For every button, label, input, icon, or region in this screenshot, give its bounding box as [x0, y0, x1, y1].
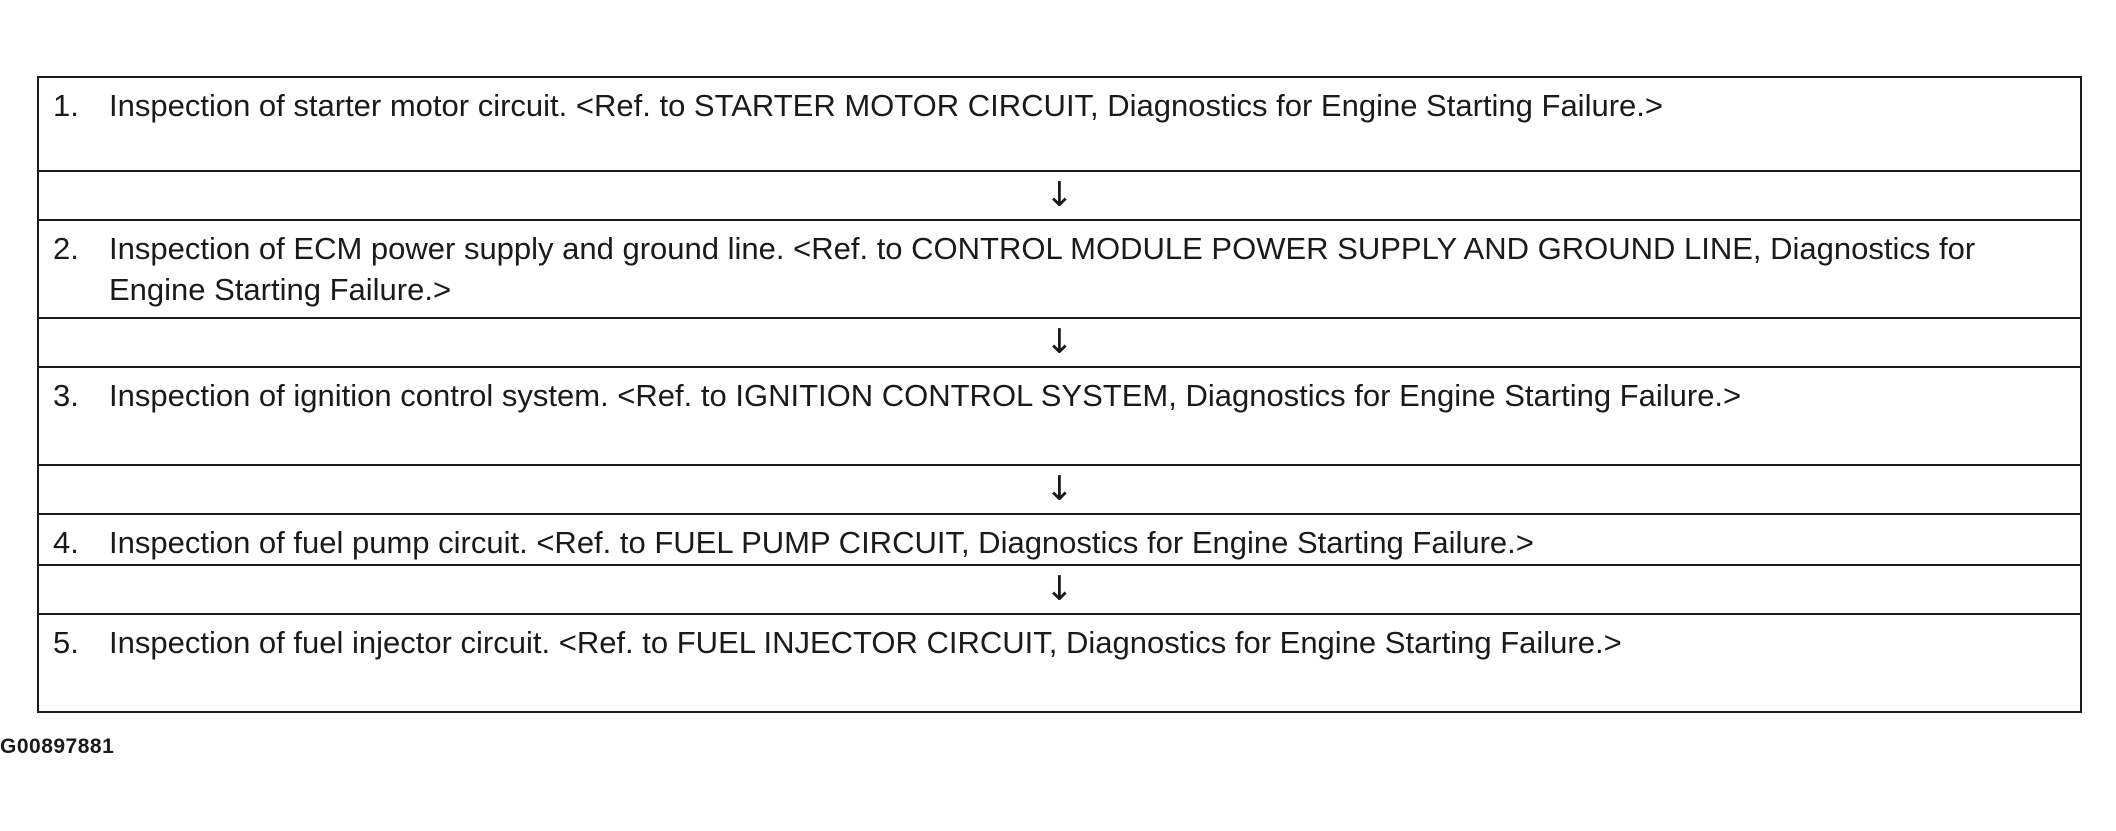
step-5	[38, 614, 2081, 712]
step-5-number: 5.	[53, 625, 79, 660]
step-row	[38, 614, 2081, 712]
arrow-row	[38, 318, 2081, 367]
down-arrow-icon: ↓	[1045, 469, 1074, 509]
step-4-number: 4.	[53, 525, 79, 560]
step-4	[38, 514, 2081, 565]
diagnostic-flow-table	[37, 76, 2082, 713]
step-3-text: Inspection of ignition control system. <Ref. to IGNITION CONTROL SYSTEM, Diagnostics for Engine Starting Failure.>	[109, 378, 1742, 413]
arrow-3	[38, 465, 2081, 514]
down-arrow-icon: ↓	[1045, 175, 1074, 215]
arrow-row	[38, 465, 2081, 514]
arrow-4	[38, 565, 2081, 614]
step-row	[38, 77, 2081, 171]
down-arrow-icon: ↓	[1045, 569, 1074, 609]
arrow-row	[38, 565, 2081, 614]
step-1-number: 1.	[53, 88, 79, 123]
step-5-text: Inspection of fuel injector circuit. <Ref. to FUEL INJECTOR CIRCUIT, Diagnostics for Engine Starting Failure.>	[109, 625, 1622, 660]
step-3-number: 3.	[53, 378, 79, 413]
down-arrow-icon: ↓	[1045, 322, 1074, 362]
step-1	[38, 77, 2081, 171]
arrow-row	[38, 171, 2081, 220]
figure-id: G00897881	[0, 735, 115, 758]
step-row	[38, 367, 2081, 465]
step-row	[38, 220, 2081, 318]
step-1-text: Inspection of starter motor circuit. <Ref. to STARTER MOTOR CIRCUIT, Diagnostics for Engine Starting Failure.>	[109, 88, 1663, 123]
arrow-2	[38, 318, 2081, 367]
step-row	[38, 514, 2081, 565]
step-2-text: Inspection of ECM power supply and ground line. <Ref. to CONTROL MODULE POWER SUPPLY AND GROUND LINE, Diagnostics for Engine Starting Failure.>	[109, 231, 1976, 307]
step-2-number: 2.	[53, 231, 79, 266]
step-4-text: Inspection of fuel pump circuit. <Ref. to FUEL PUMP CIRCUIT, Diagnostics for Engine Starting Failure.>	[109, 525, 1534, 560]
arrow-1	[38, 171, 2081, 220]
step-2	[38, 220, 2081, 318]
step-3	[38, 367, 2081, 465]
